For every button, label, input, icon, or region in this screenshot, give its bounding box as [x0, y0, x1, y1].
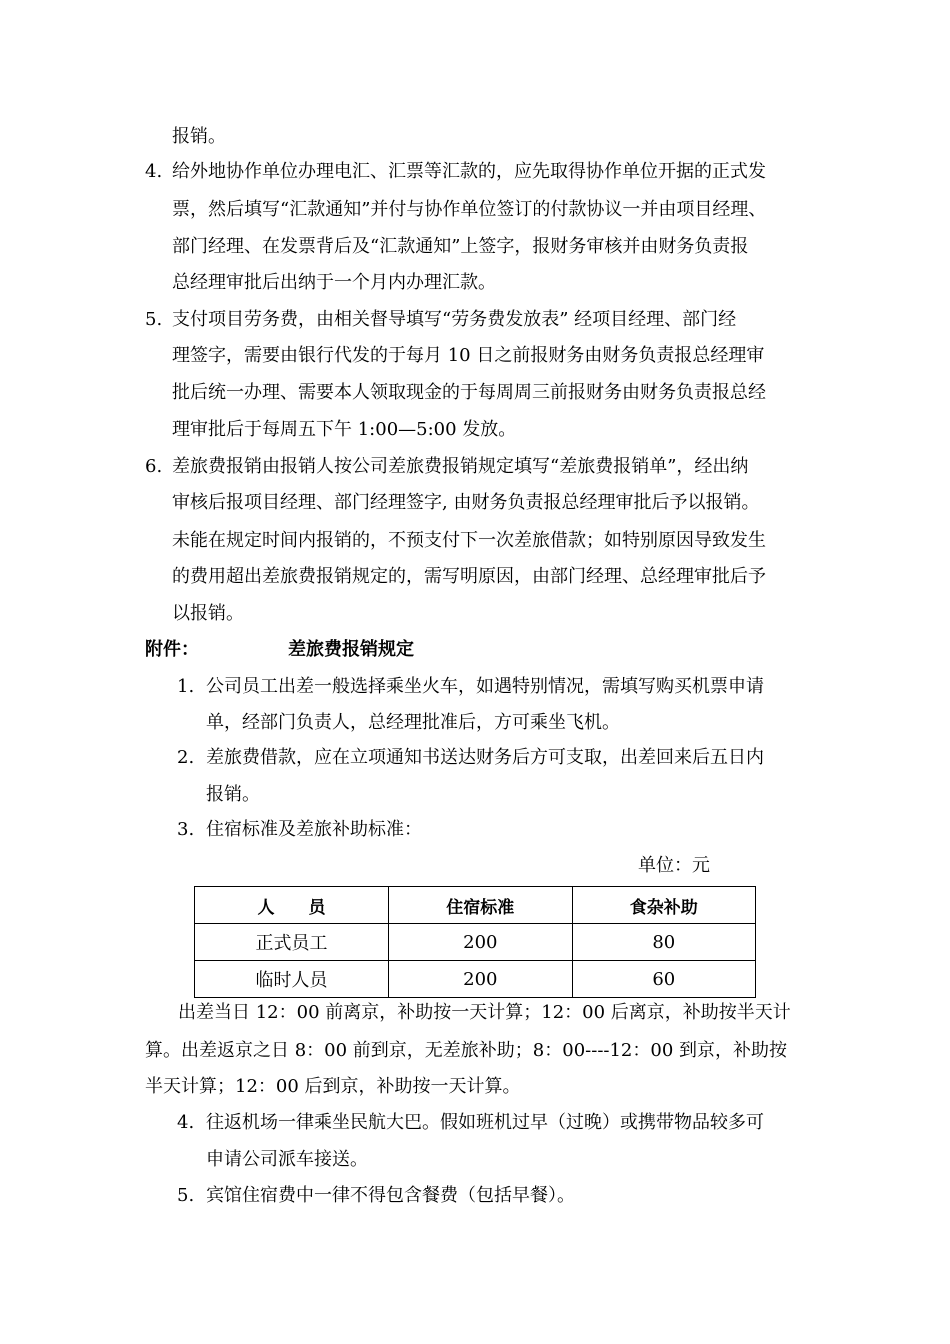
table-header-cell: 食杂补助	[572, 887, 755, 924]
paragraph-line: 报销。	[206, 784, 260, 805]
paragraph-line: 总经理审批后出纳于一个月内办理汇款。	[172, 272, 496, 293]
paragraph-line: 审核后报项目经理、部门经理签字, 由财务负责报总经理审批后予以报销。	[172, 492, 760, 513]
continued-text: 报销。	[172, 126, 226, 147]
list-number: 4.	[177, 1112, 195, 1133]
table-cell: 60	[572, 961, 755, 998]
paragraph-line: 以报销。	[172, 603, 244, 624]
table-row	[195, 924, 756, 961]
list-number: 2.	[177, 747, 195, 768]
list-number: 5.	[145, 309, 163, 330]
table-header-cell: 住宿标准	[389, 887, 572, 924]
paragraph-line: 申请公司派车接送。	[206, 1149, 368, 1170]
note-line: 算。出差返京之日 8：00 前到京，无差旅补助；8：00----12：00 到京，补助按	[145, 1040, 788, 1061]
list-number: 6.	[145, 456, 163, 477]
attachment-title: 差旅费报销规定	[288, 639, 414, 660]
paragraph-line: 票，然后填写“汇款通知”并付与协作单位签订的付款协议一并由项目经理、	[172, 199, 767, 220]
paragraph-line: 理审批后于每周五下午 1:00—5:00 发放。	[172, 419, 517, 440]
paragraph-line: 的费用超出差旅费报销规定的，需写明原因，由部门经理、总经理审批后予	[172, 566, 766, 587]
unit-label: 单位：元	[638, 855, 710, 876]
attachment-label: 附件：	[145, 639, 199, 660]
note-line: 出差当日 12：00 前离京，补助按一天计算；12：00 后离京，补助按半天计	[178, 1002, 791, 1023]
paragraph-line: 住宿标准及差旅补助标准：	[206, 819, 422, 840]
paragraph-line: 单，经部门负责人，总经理批准后，方可乘坐飞机。	[206, 712, 620, 733]
paragraph-line: 支付项目劳务费，由相关督导填写“劳务费发放表” 经项目经理、部门经	[172, 309, 737, 330]
list-number: 4.	[145, 161, 163, 182]
table-header-row	[195, 887, 756, 924]
table-row	[195, 961, 756, 998]
paragraph-line: 部门经理、在发票背后及“汇款通知”上签字，报财务审核并由财务负责报	[172, 236, 749, 257]
table-header-cell: 人 员	[195, 887, 389, 924]
paragraph-line: 给外地协作单位办理电汇、汇票等汇款的，应先取得协作单位开据的正式发	[172, 161, 766, 182]
list-number: 3.	[177, 819, 195, 840]
table-cell: 正式员工	[195, 924, 389, 961]
list-number: 5.	[177, 1185, 195, 1206]
table-cell: 临时人员	[195, 961, 389, 998]
paragraph-line: 差旅费报销由报销人按公司差旅费报销规定填写“差旅费报销单”，经出纳	[172, 456, 749, 477]
table-cell: 200	[389, 961, 572, 998]
table-cell: 80	[572, 924, 755, 961]
note-line: 半天计算；12：00 后到京，补助按一天计算。	[145, 1076, 521, 1097]
paragraph-line: 未能在规定时间内报销的，不预支付下一次差旅借款；如特别原因导致发生	[172, 530, 766, 551]
list-number: 1.	[177, 676, 195, 697]
paragraph-line: 公司员工出差一般选择乘坐火车，如遇特别情况，需填写购买机票申请	[206, 676, 764, 697]
table-cell: 200	[389, 924, 572, 961]
paragraph-line: 往返机场一律乘坐民航大巴。假如班机过早（过晚）或携带物品较多可	[206, 1112, 764, 1133]
paragraph-line: 理签字，需要由银行代发的于每月 10 日之前报财务由财务负责报总经理审	[172, 345, 765, 366]
allowance-standards-table	[194, 886, 756, 998]
paragraph-line: 宾馆住宿费中一律不得包含餐费（包括早餐）。	[206, 1185, 575, 1206]
paragraph-line: 批后统一办理、需要本人领取现金的于每周周三前报财务由财务负责报总经	[172, 382, 766, 403]
paragraph-line: 差旅费借款，应在立项通知书送达财务后方可支取，出差回来后五日内	[206, 747, 764, 768]
